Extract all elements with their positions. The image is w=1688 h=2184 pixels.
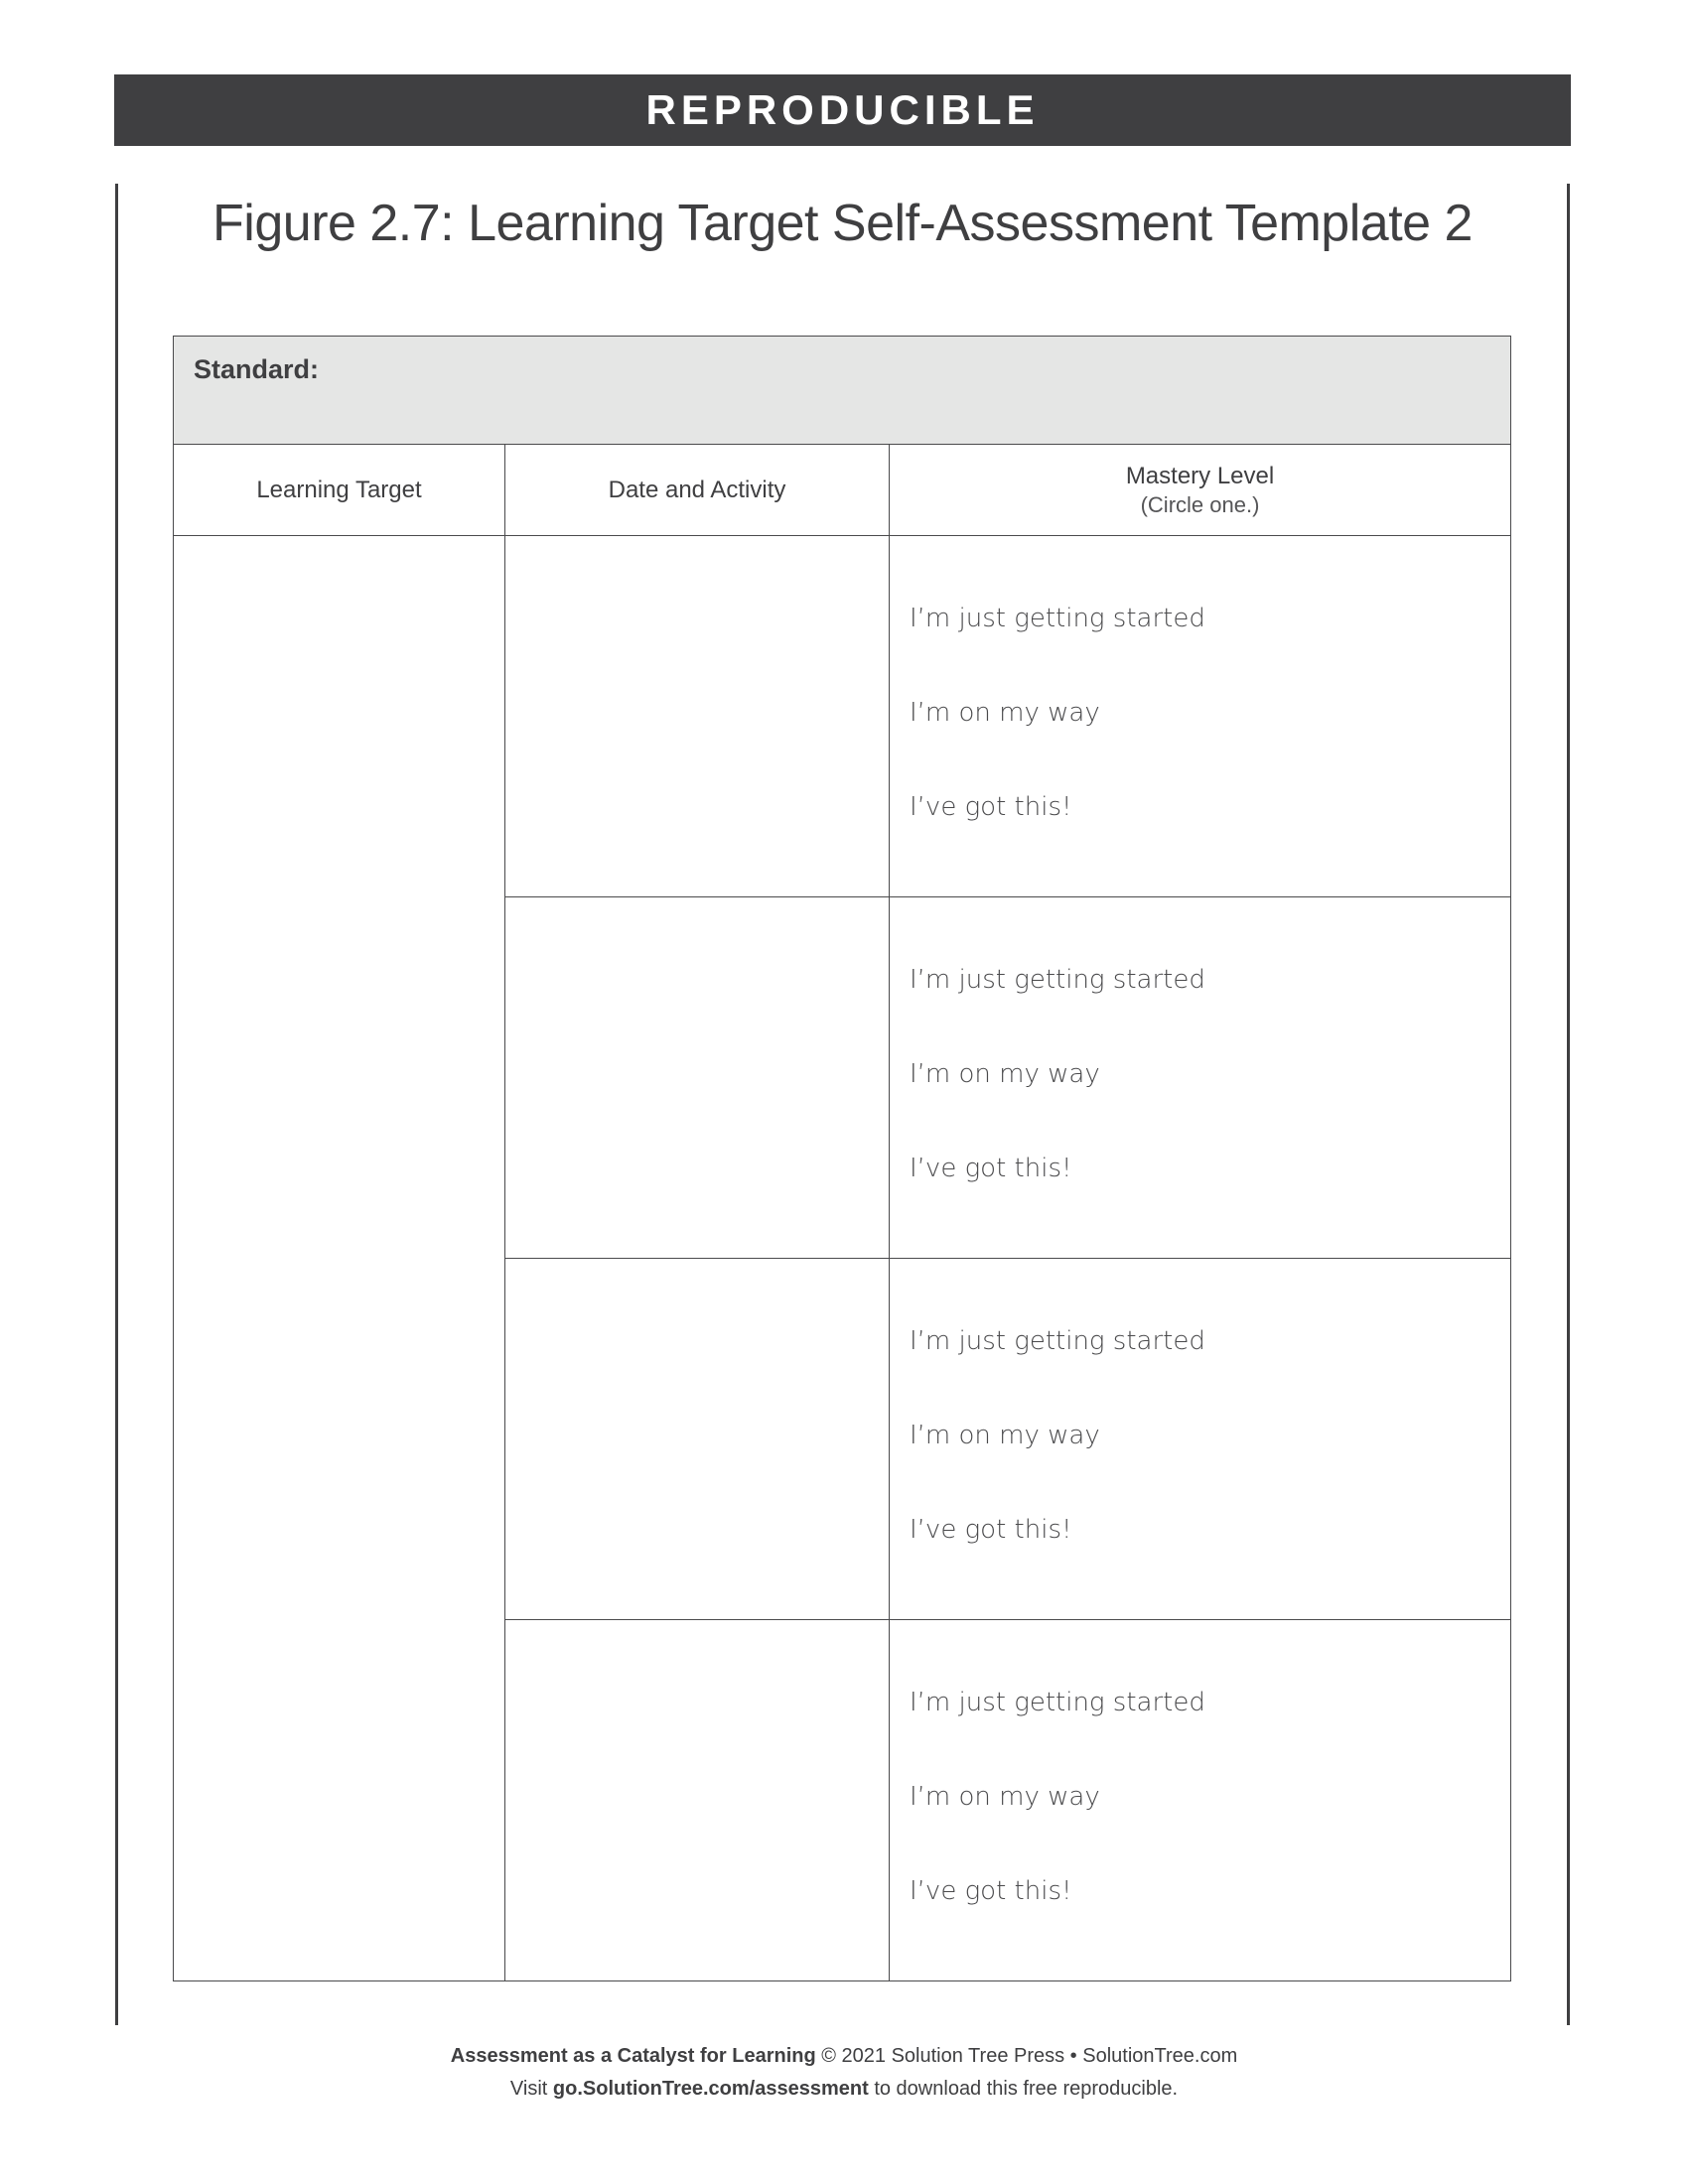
header-row xyxy=(174,445,1511,536)
level-on-my-way[interactable]: I’m on my way xyxy=(910,1782,1100,1812)
level-getting-started[interactable]: I’m just getting started xyxy=(910,965,1205,995)
level-on-my-way[interactable]: I’m on my way xyxy=(910,1059,1100,1089)
standard-row xyxy=(174,337,1511,445)
date-activity-header xyxy=(505,445,890,536)
standard-field[interactable] xyxy=(174,337,1511,445)
date-activity-cell[interactable] xyxy=(505,536,890,897)
level-got-this[interactable]: I’ve got this! xyxy=(910,1876,1072,1906)
footer-copyright: © 2021 Solution Tree Press • SolutionTree.com xyxy=(815,2045,1238,2067)
self-assessment-table xyxy=(173,336,1511,1981)
level-getting-started[interactable]: I’m just getting started xyxy=(910,1688,1205,1717)
mastery-level-header-label: Mastery Level xyxy=(1125,462,1275,489)
level-getting-started[interactable]: I’m just getting started xyxy=(910,604,1205,633)
level-got-this[interactable]: I’ve got this! xyxy=(910,1515,1072,1545)
level-getting-started[interactable]: I’m just getting started xyxy=(910,1326,1205,1356)
table-row xyxy=(174,536,1511,897)
banner-label: REPRODUCIBLE xyxy=(645,86,1040,133)
mastery-level-instruction: (Circle one.) xyxy=(1140,491,1260,517)
level-got-this[interactable]: I’ve got this! xyxy=(910,792,1072,822)
learning-target-header xyxy=(174,445,505,536)
reproducible-banner xyxy=(114,74,1571,146)
right-side-rule xyxy=(1567,184,1570,2025)
date-activity-cell[interactable] xyxy=(505,1620,890,1981)
learning-target-header-label: Learning Target xyxy=(256,476,422,503)
mastery-level-header xyxy=(890,445,1511,536)
learning-target-cell[interactable] xyxy=(174,536,505,1981)
footer-url-link[interactable]: go.SolutionTree.com/assessment xyxy=(552,2078,869,2100)
level-got-this[interactable]: I’ve got this! xyxy=(910,1154,1072,1183)
mastery-level-cell xyxy=(890,536,1511,897)
level-on-my-way[interactable]: I’m on my way xyxy=(910,698,1100,728)
level-on-my-way[interactable]: I’m on my way xyxy=(910,1421,1100,1450)
footer-visit-prefix: Visit xyxy=(509,2078,553,2100)
figure-title: Figure 2.7: Learning Target Self-Assessment Template 2 xyxy=(212,195,1473,252)
footer-visit-line xyxy=(0,2078,1688,2101)
date-activity-cell[interactable] xyxy=(505,897,890,1259)
mastery-level-cell xyxy=(890,897,1511,1259)
standard-label: Standard: xyxy=(194,354,320,384)
date-activity-header-label: Date and Activity xyxy=(608,476,786,503)
date-activity-cell[interactable] xyxy=(505,1259,890,1620)
footer-book-title: Assessment as a Catalyst for Learning xyxy=(450,2045,816,2067)
mastery-level-cell xyxy=(890,1620,1511,1981)
footer-copyright-line xyxy=(0,2045,1688,2068)
footer-visit-suffix: to download this free reproducible. xyxy=(868,2078,1179,2100)
mastery-level-cell xyxy=(890,1259,1511,1620)
left-side-rule xyxy=(115,184,118,2025)
